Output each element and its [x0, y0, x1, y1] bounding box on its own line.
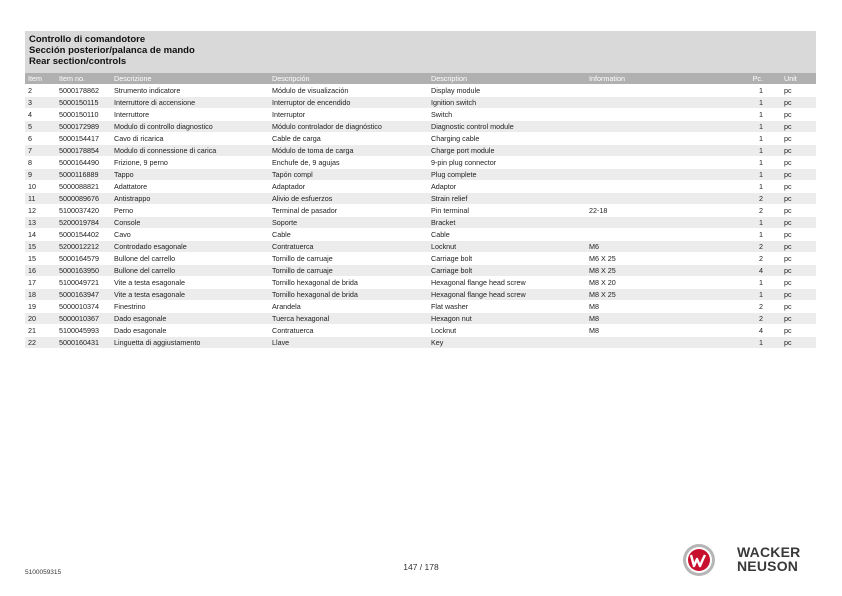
cell-unit: pc [781, 301, 816, 313]
cell-unit: pc [781, 313, 816, 325]
cell-description: Strain relief [428, 193, 586, 205]
cell-item-no: 5000160431 [56, 337, 111, 349]
table-row [25, 229, 816, 241]
cell-description: Carriage bolt [428, 265, 586, 277]
cell-descripcion: Cable [269, 229, 428, 241]
col-header-descripcion: Descripción [269, 73, 428, 85]
cell-description: Plug complete [428, 169, 586, 181]
cell-item-no: 5000163947 [56, 289, 111, 301]
cell-pc: 1 [741, 229, 781, 241]
table-row [25, 289, 816, 301]
cell-information [586, 133, 741, 145]
cell-item: 13 [25, 217, 56, 229]
cell-description: Switch [428, 109, 586, 121]
table-row [25, 277, 816, 289]
table-row [25, 181, 816, 193]
col-header-item: Item [25, 73, 56, 85]
cell-item: 2 [25, 85, 56, 97]
cell-information [586, 337, 741, 349]
cell-pc: 2 [741, 301, 781, 313]
title-block [25, 31, 816, 73]
cell-description: Flat washer [428, 301, 586, 313]
cell-item: 14 [25, 229, 56, 241]
cell-pc: 1 [741, 169, 781, 181]
cell-unit: pc [781, 181, 816, 193]
cell-information: M6 X 25 [586, 253, 741, 265]
cell-item-no: 5000089676 [56, 193, 111, 205]
cell-description: Display module [428, 85, 586, 97]
cell-item: 19 [25, 301, 56, 313]
cell-descrizione: Console [111, 217, 269, 229]
cell-item-no: 5000150115 [56, 97, 111, 109]
table-row [25, 157, 816, 169]
logo-line-1: WACKER [737, 544, 801, 560]
cell-description: Hexagonal flange head screw [428, 277, 586, 289]
cell-unit: pc [781, 85, 816, 97]
cell-pc: 4 [741, 265, 781, 277]
cell-description: Locknut [428, 325, 586, 337]
cell-pc: 2 [741, 253, 781, 265]
table-row [25, 301, 816, 313]
cell-descripcion: Adaptador [269, 181, 428, 193]
cell-item: 9 [25, 169, 56, 181]
cell-description: Hexagonal flange head screw [428, 289, 586, 301]
cell-item-no: 5000010374 [56, 301, 111, 313]
cell-information: M8 [586, 325, 741, 337]
cell-unit: pc [781, 169, 816, 181]
cell-pc: 1 [741, 85, 781, 97]
cell-descrizione: Linguetta di aggiustamento [111, 337, 269, 349]
table-row [25, 97, 816, 109]
cell-information: M8 [586, 313, 741, 325]
cell-item-no: 5000172989 [56, 121, 111, 133]
cell-descripcion: Tapón compl [269, 169, 428, 181]
cell-unit: pc [781, 97, 816, 109]
table-row [25, 241, 816, 253]
cell-description: Diagnostic control module [428, 121, 586, 133]
cell-item-no: 5100045993 [56, 325, 111, 337]
cell-descripcion: Terminal de pasador [269, 205, 428, 217]
cell-descripcion: Soporte [269, 217, 428, 229]
cell-descripcion: Módulo de visualización [269, 85, 428, 97]
cell-pc: 4 [741, 325, 781, 337]
cell-information [586, 217, 741, 229]
cell-pc: 1 [741, 337, 781, 349]
cell-item-no: 5000010367 [56, 313, 111, 325]
col-header-description: Description [428, 73, 586, 85]
cell-pc: 1 [741, 289, 781, 301]
cell-unit: pc [781, 205, 816, 217]
cell-unit: pc [781, 229, 816, 241]
cell-descrizione: Vite a testa esagonale [111, 289, 269, 301]
cell-description: 9-pin plug connector [428, 157, 586, 169]
cell-item: 16 [25, 265, 56, 277]
table-row [25, 145, 816, 157]
cell-description: Carriage bolt [428, 253, 586, 265]
cell-information [586, 169, 741, 181]
cell-unit: pc [781, 157, 816, 169]
cell-pc: 1 [741, 145, 781, 157]
cell-description: Pin terminal [428, 205, 586, 217]
cell-information: M6 [586, 241, 741, 253]
cell-descrizione: Strumento indicatore [111, 85, 269, 97]
cell-pc: 1 [741, 133, 781, 145]
cell-descripcion: Módulo controlador de diagnóstico [269, 121, 428, 133]
cell-descripcion: Tornillo de carruaje [269, 265, 428, 277]
cell-item: 8 [25, 157, 56, 169]
cell-item-no: 5000163950 [56, 265, 111, 277]
cell-item-no: 5200012212 [56, 241, 111, 253]
cell-item-no: 5000178862 [56, 85, 111, 97]
cell-item-no: 5000164579 [56, 253, 111, 265]
cell-unit: pc [781, 121, 816, 133]
cell-pc: 2 [741, 313, 781, 325]
cell-descripcion: Interruptor [269, 109, 428, 121]
cell-item: 15 [25, 253, 56, 265]
cell-item: 20 [25, 313, 56, 325]
cell-unit: pc [781, 193, 816, 205]
cell-unit: pc [781, 277, 816, 289]
cell-item: 7 [25, 145, 56, 157]
cell-unit: pc [781, 253, 816, 265]
col-header-information: Information [586, 73, 741, 85]
cell-description: Charge port module [428, 145, 586, 157]
cell-unit: pc [781, 217, 816, 229]
cell-descrizione: Bullone del carrello [111, 253, 269, 265]
cell-item: 12 [25, 205, 56, 217]
table-row [25, 313, 816, 325]
cell-descrizione: Vite a testa esagonale [111, 277, 269, 289]
table-row [25, 193, 816, 205]
cell-description: Bracket [428, 217, 586, 229]
table-row [25, 217, 816, 229]
cell-pc: 1 [741, 277, 781, 289]
cell-pc: 1 [741, 121, 781, 133]
cell-information: 22-18 [586, 205, 741, 217]
cell-item: 22 [25, 337, 56, 349]
cell-descrizione: Perno [111, 205, 269, 217]
cell-description: Locknut [428, 241, 586, 253]
cell-unit: pc [781, 325, 816, 337]
cell-description: Ignition switch [428, 97, 586, 109]
brand-logo-text [737, 545, 800, 573]
cell-information [586, 145, 741, 157]
cell-item: 15 [25, 241, 56, 253]
cell-unit: pc [781, 145, 816, 157]
cell-descrizione: Antistrappo [111, 193, 269, 205]
cell-descripcion: Alivio de esfuerzos [269, 193, 428, 205]
table-row [25, 85, 816, 97]
table-row [25, 265, 816, 277]
table-row [25, 121, 816, 133]
cell-descrizione: Frizione, 9 perno [111, 157, 269, 169]
cell-pc: 1 [741, 109, 781, 121]
col-header-pc: Pc. [741, 73, 781, 85]
cell-description: Cable [428, 229, 586, 241]
cell-item-no: 5100037420 [56, 205, 111, 217]
cell-information: M8 X 20 [586, 277, 741, 289]
cell-descrizione: Finestrino [111, 301, 269, 313]
cell-item-no: 5000154402 [56, 229, 111, 241]
cell-descrizione: Cavo [111, 229, 269, 241]
title-italian: Controllo di comandotore [29, 34, 146, 45]
cell-information: M8 X 25 [586, 289, 741, 301]
cell-information [586, 193, 741, 205]
cell-item: 10 [25, 181, 56, 193]
cell-information [586, 181, 741, 193]
col-header-unit: Unit [781, 73, 816, 85]
cell-item-no: 5000116889 [56, 169, 111, 181]
cell-item: 18 [25, 289, 56, 301]
cell-item-no: 5100049721 [56, 277, 111, 289]
cell-item-no: 5000154417 [56, 133, 111, 145]
cell-descrizione: Cavo di ricarica [111, 133, 269, 145]
cell-unit: pc [781, 241, 816, 253]
col-header-descrizione: Descrizione [111, 73, 269, 85]
page-number: 147 / 178 [403, 562, 439, 572]
cell-descrizione: Dado esagonale [111, 313, 269, 325]
cell-pc: 1 [741, 157, 781, 169]
cell-pc: 1 [741, 217, 781, 229]
cell-pc: 2 [741, 205, 781, 217]
title-spanish: Sección posterior/palanca de mando [29, 45, 195, 56]
cell-pc: 1 [741, 97, 781, 109]
cell-descrizione: Controdado esagonale [111, 241, 269, 253]
wacker-neuson-logo-icon [683, 544, 715, 576]
cell-descripcion: Cable de carga [269, 133, 428, 145]
cell-descripcion: Llave [269, 337, 428, 349]
cell-information [586, 121, 741, 133]
table-row [25, 325, 816, 337]
table-row [25, 169, 816, 181]
table-header-row [25, 73, 816, 85]
cell-item: 17 [25, 277, 56, 289]
cell-item: 6 [25, 133, 56, 145]
document-number: 5100059315 [25, 569, 62, 576]
cell-item-no: 5000088821 [56, 181, 111, 193]
cell-descrizione: Interruttore di accensione [111, 97, 269, 109]
table-row [25, 133, 816, 145]
cell-descrizione: Modulo di connessione di carica [111, 145, 269, 157]
table-row [25, 337, 816, 349]
cell-pc: 2 [741, 193, 781, 205]
cell-descripcion: Contratuerca [269, 241, 428, 253]
table-row [25, 253, 816, 265]
cell-information [586, 85, 741, 97]
table-row [25, 205, 816, 217]
cell-unit: pc [781, 289, 816, 301]
cell-descripcion: Contratuerca [269, 325, 428, 337]
cell-descrizione: Tappo [111, 169, 269, 181]
cell-information: M8 X 25 [586, 265, 741, 277]
cell-item-no: 5000178854 [56, 145, 111, 157]
cell-item-no: 5000164490 [56, 157, 111, 169]
cell-item: 3 [25, 97, 56, 109]
cell-descrizione: Interruttore [111, 109, 269, 121]
cell-descripcion: Tornillo hexagonal de brida [269, 289, 428, 301]
cell-description: Charging cable [428, 133, 586, 145]
cell-information [586, 109, 741, 121]
cell-information [586, 157, 741, 169]
cell-item: 5 [25, 121, 56, 133]
cell-descripcion: Tornillo de carruaje [269, 253, 428, 265]
cell-information [586, 97, 741, 109]
cell-descripcion: Tornillo hexagonal de brida [269, 277, 428, 289]
cell-unit: pc [781, 265, 816, 277]
cell-descrizione: Dado esagonale [111, 325, 269, 337]
cell-descripcion: Enchufe de, 9 agujas [269, 157, 428, 169]
table-row [25, 109, 816, 121]
cell-descrizione: Adattatore [111, 181, 269, 193]
cell-description: Key [428, 337, 586, 349]
title-english: Rear section/controls [29, 56, 127, 67]
parts-table [25, 73, 816, 349]
cell-item-no: 5200019784 [56, 217, 111, 229]
logo-line-2: NEUSON [737, 558, 799, 574]
cell-descrizione: Bullone del carrello [111, 265, 269, 277]
cell-descripcion: Interruptor de encendido [269, 97, 428, 109]
cell-pc: 2 [741, 241, 781, 253]
cell-information: M8 [586, 301, 741, 313]
cell-descrizione: Modulo di controllo diagnostico [111, 121, 269, 133]
cell-descripcion: Tuerca hexagonal [269, 313, 428, 325]
cell-description: Hexagon nut [428, 313, 586, 325]
cell-description: Adaptor [428, 181, 586, 193]
cell-pc: 1 [741, 181, 781, 193]
cell-descripcion: Arandela [269, 301, 428, 313]
cell-item: 4 [25, 109, 56, 121]
cell-unit: pc [781, 109, 816, 121]
col-header-item-no: Item no. [56, 73, 111, 85]
cell-descripcion: Módulo de toma de carga [269, 145, 428, 157]
cell-information [586, 229, 741, 241]
cell-unit: pc [781, 133, 816, 145]
cell-item: 11 [25, 193, 56, 205]
cell-unit: pc [781, 337, 816, 349]
cell-item-no: 5000150110 [56, 109, 111, 121]
cell-item: 21 [25, 325, 56, 337]
